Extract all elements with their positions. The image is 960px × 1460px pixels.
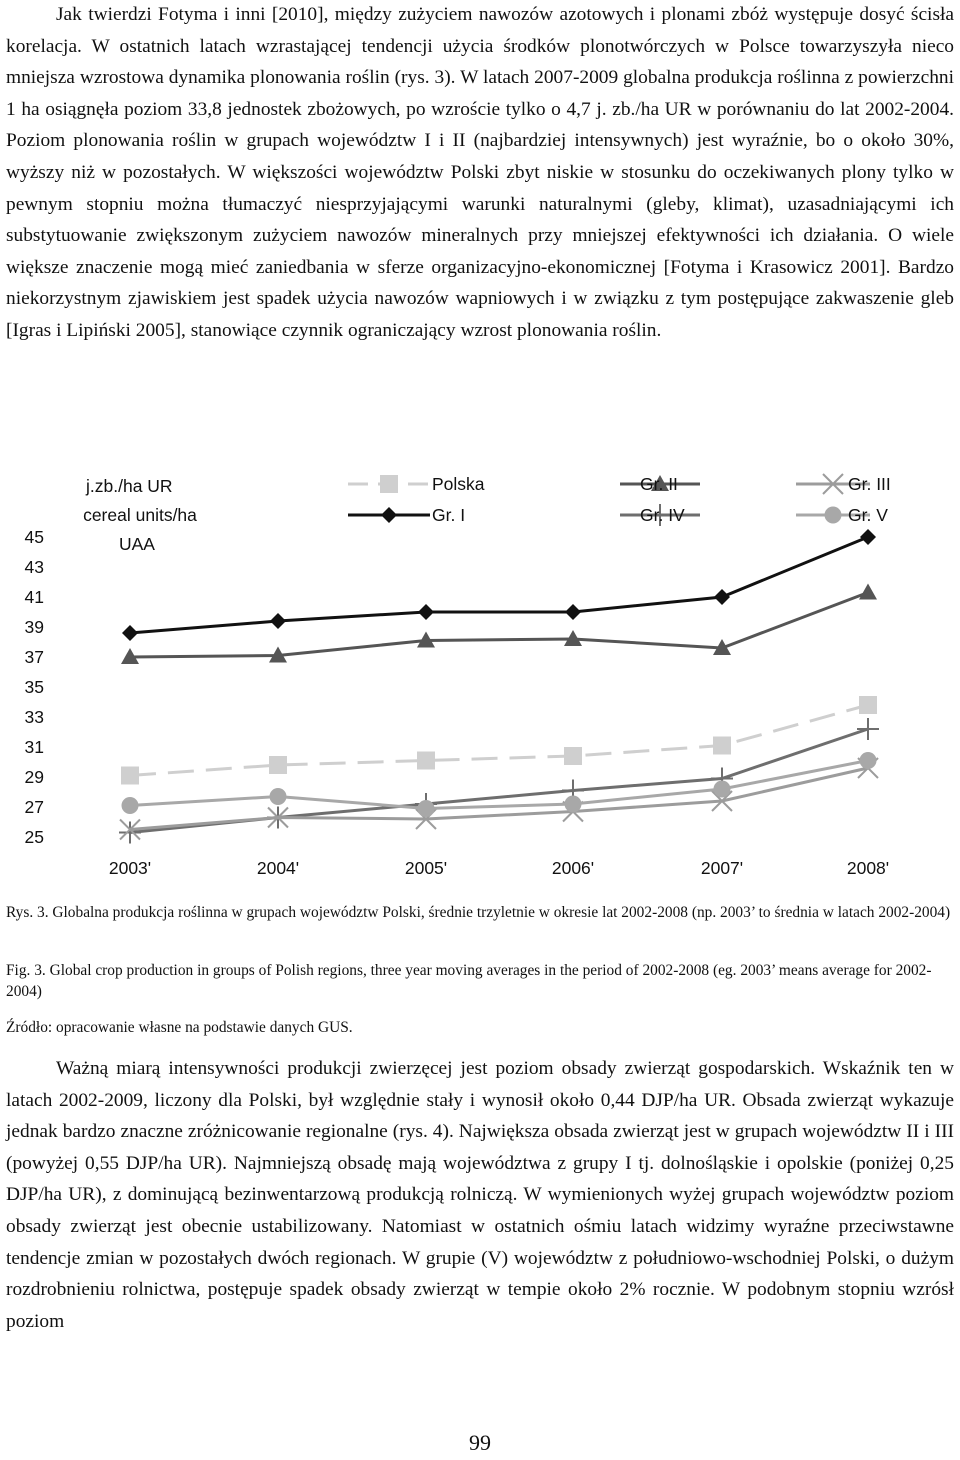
legend-label: Polska bbox=[432, 474, 485, 494]
body-paragraph-text: Ważną miarą intensywności produkcji zwierzęcej jest poziom obsady zwierząt gospodarskich. Wskaźnik ten w latach 2002-2009, liczony dla Polski, był względnie stały i wynosił około 0,44 DJP/ha UR. Obsada zwierząt wykazuje jednak bardzo znaczne zróżnicowanie regionalne (rys. 4). Największa obsada zwierząt jest w grupach województw II i III (powyżej 0,55 DJP/ha UR). Najmniejszą obsadę mają województwa z grupy I tj. dolnośląskie i opolskie (poniżej 0,25 DJP/ha UR), z dominującą bezinwentarzową produkcją rolniczą. W wymienionych wyżej grupach województw poziom obsady zwierząt jest obecnie ustabilizowany. Natomiast w ostatnich ośmiu latach widzimy wyraźne przeciwstawne tendencje zmian w pozostałych dwóch regionach. W grupie (V) województw z południowo-wschodniej Polski, o dużym rozdrobnieniu rolnictwa, postępuje spadek obsady zwierząt w tempie około 2% rocznie. W podobnym stopniu wzrósł poziom bbox=[6, 1058, 954, 1332]
figure-caption-polish: Rys. 3. Globalna produkcja roślinna w grupach województw Polski, średnie trzyletnie w okresie lat 2002-2008 (np. 2003’ to średnia w latach 2002-2004) bbox=[6, 904, 951, 921]
data-point-marker bbox=[714, 589, 730, 605]
y-tick-label: 25 bbox=[24, 827, 44, 847]
data-point-marker bbox=[857, 718, 879, 740]
x-tick-label: 2007' bbox=[700, 858, 744, 878]
legend-item bbox=[796, 474, 891, 494]
y-tick-label: 37 bbox=[24, 647, 44, 667]
y-axis-label-line: cereal units/ha bbox=[83, 505, 197, 525]
legend-label: Gr. III bbox=[848, 474, 891, 494]
legend-item bbox=[348, 474, 485, 494]
data-point-marker bbox=[119, 822, 141, 844]
series-line bbox=[130, 705, 868, 776]
y-tick-label: 33 bbox=[24, 707, 44, 727]
data-point-marker bbox=[564, 747, 582, 765]
data-point-marker bbox=[565, 604, 581, 620]
data-point-marker bbox=[122, 797, 139, 814]
y-tick-label: 29 bbox=[24, 767, 44, 787]
series-gr-v bbox=[122, 752, 877, 817]
y-tick-label: 31 bbox=[24, 737, 44, 757]
figure-source: Źródło: opracowanie własne na podstawie danych GUS. bbox=[6, 1019, 353, 1036]
legend-label: Gr. II bbox=[640, 474, 678, 494]
figure-caption-english: Fig. 3. Global crop production in groups of Polish regions, three year moving averages in the period of 2002-2008 (eg. 2003’ means average for 2002-2004) bbox=[6, 962, 932, 1000]
legend-marker bbox=[381, 507, 397, 523]
legend-label: Gr. V bbox=[848, 505, 888, 525]
chart-legend bbox=[348, 474, 891, 526]
data-point-marker bbox=[121, 767, 139, 785]
data-point-marker bbox=[565, 796, 582, 813]
data-point-marker bbox=[860, 752, 877, 769]
y-axis-label bbox=[83, 476, 197, 554]
data-point-marker bbox=[270, 613, 286, 629]
y-axis-label-line: j.zb./ha UR bbox=[86, 476, 173, 496]
data-point-marker bbox=[860, 529, 876, 545]
y-tick-label: 35 bbox=[24, 677, 44, 697]
x-tick-label: 2004' bbox=[256, 858, 300, 878]
y-tick-label: 45 bbox=[24, 527, 44, 547]
data-point-marker bbox=[859, 584, 877, 600]
body-paragraph-text: Jak twierdzi Fotyma i inni [2010], między zużyciem nawozów azotowych i plonami zbóż występuje dosyć ścisła korelacja. W ostatnich latach wzrastającej tendencji użycia środków plonotwórczych w Polsce towarzyszyła nieco mniejsza wzrostowa dynamika plonowania roślin (rys. 3). W latach 2007-2009 globalna produkcja roślinna z powierzchni 1 ha osiągnęła poziom 33,8 jednostek zbożowych, po wzroście tylko o 4,7 j. zb./ha UR w porównaniu do lat 2002-2004. Poziom plonowania roślin w grupach województw I i II (najbardziej intensywnych) jest wyraźnie, bo o około 30%, wyższy niż w pozostałych. W większości województw Polski zbyt niskie w stosunku do oczekiwanych plony tylko w pewnym stopniu można tłumaczyć niesprzyjającymi warunki naturalnymi (gleby, klimat), uzasadniającymi ich substytuowanie zwiększonym zużyciem nawozów mineralnych przy mniejszej efektywności ich działania. O wiele większe znaczenie mogą mieć zaniedbania w sferze organizacyjno-ekonomicznej [Fotyma i Krasowicz 2001]. Bardzo niekorzystnym zjawiskiem jest spadek użycia nawozów wapniowych i w związku z tym postępujące zakwaszenie gleb [Igras i Lipiński 2005], stanowiące czynnik ograniczający wzrost plonowania roślin. bbox=[6, 4, 954, 341]
data-point-marker bbox=[417, 752, 435, 770]
series-polska bbox=[121, 696, 877, 785]
data-point-marker bbox=[714, 781, 731, 798]
x-tick-label: 2005' bbox=[404, 858, 448, 878]
data-point-marker bbox=[713, 737, 731, 755]
y-axis-ticks bbox=[25, 527, 44, 847]
legend-item bbox=[348, 505, 465, 525]
series-line bbox=[130, 537, 868, 633]
data-point-marker bbox=[269, 756, 287, 774]
y-tick-label: 39 bbox=[24, 617, 44, 637]
x-tick-label: 2003' bbox=[108, 858, 152, 878]
legend-item bbox=[796, 505, 888, 525]
y-tick-label: 27 bbox=[24, 797, 44, 817]
data-point-marker bbox=[122, 625, 138, 641]
legend-item bbox=[620, 474, 700, 494]
data-point-marker bbox=[859, 696, 877, 714]
chart-series bbox=[119, 529, 879, 844]
y-axis-label-line: UAA bbox=[119, 534, 155, 554]
data-point-marker bbox=[270, 788, 287, 805]
legend-item bbox=[620, 504, 700, 526]
crop-production-line-chart bbox=[0, 466, 960, 896]
y-tick-label: 41 bbox=[24, 587, 44, 607]
y-tick-label: 43 bbox=[24, 557, 44, 577]
legend-label: Gr. I bbox=[432, 505, 466, 525]
body-paragraph bbox=[6, 0, 954, 347]
body-paragraph bbox=[6, 1053, 954, 1337]
x-tick-label: 2008' bbox=[846, 858, 890, 878]
legend-marker bbox=[825, 507, 842, 524]
data-point-marker bbox=[418, 800, 435, 817]
x-axis-ticks bbox=[109, 858, 889, 878]
page-number: 99 bbox=[469, 1430, 491, 1455]
series-gr-i bbox=[122, 529, 876, 641]
legend-label: Gr. IV bbox=[640, 505, 685, 525]
legend-marker bbox=[380, 475, 398, 493]
x-tick-label: 2006' bbox=[551, 858, 595, 878]
data-point-marker bbox=[418, 604, 434, 620]
